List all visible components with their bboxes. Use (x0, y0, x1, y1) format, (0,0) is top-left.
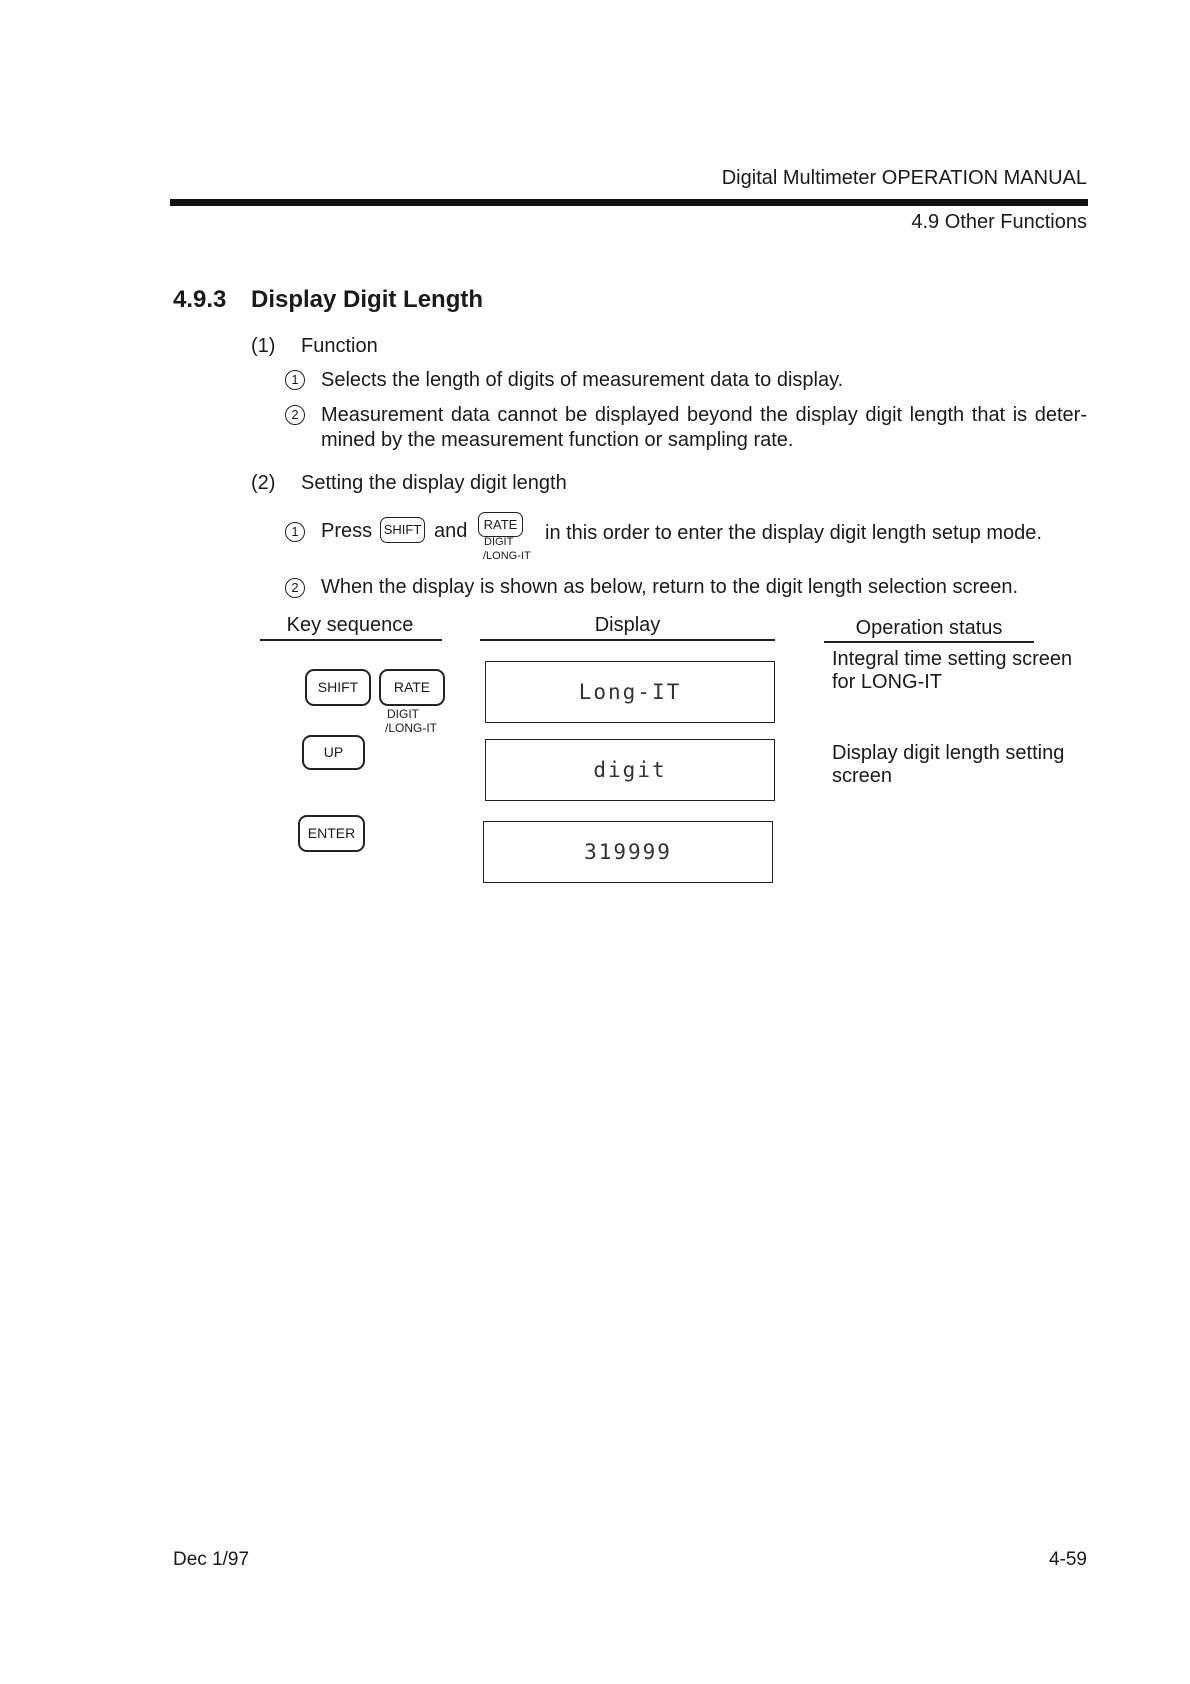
manual-title: Digital Multimeter OPERATION MANUAL (721, 167, 1087, 189)
status-digit: Display digit length setting screen (832, 742, 1065, 787)
digit-sublabel: DIGIT (387, 707, 419, 721)
step2-instruction: When the display is shown as below, return to the digit length selection screen. (321, 576, 1019, 598)
function-item-2: Measurement data cannot be displayed beyond the display digit length that is deter-mined by the measurement function or sampling rate. (321, 404, 1087, 451)
step-marker-1: 1 (285, 522, 305, 542)
function-item-1: Selects the length of digits of measurement data to display. (321, 369, 844, 391)
step1-and-label: and (434, 520, 468, 542)
header-rule (170, 199, 1088, 206)
operation-status-header: Operation status (855, 617, 1003, 639)
operation-status-rule (824, 641, 1034, 643)
status-long-it: Integral time setting screen for LONG-IT (832, 648, 1073, 693)
rate-key-inline: RATE (478, 512, 523, 537)
lcd-display-long-it (485, 661, 775, 723)
item-marker-2: 2 (285, 405, 305, 425)
up-key: UP (302, 735, 365, 770)
setting-number: (2) (251, 472, 276, 494)
shift-key-inline: SHIFT (380, 517, 425, 543)
shift-key: SHIFT (305, 669, 371, 706)
display-header: Display (594, 614, 661, 636)
longit-sublabel: /LONG-IT (385, 721, 438, 735)
footer-date: Dec 1/97 (173, 1549, 250, 1570)
enter-key: ENTER (298, 815, 365, 852)
footer-page-number: 4-59 (1048, 1549, 1087, 1570)
step-marker-2: 2 (285, 578, 305, 598)
display-rule (480, 639, 775, 641)
lcd-text: 319999 (584, 840, 672, 864)
item-marker-1: 1 (285, 370, 305, 390)
key-sequence-header: Key sequence (286, 614, 414, 636)
function-heading: Function (301, 335, 378, 357)
step1-press-label: Press (321, 520, 373, 542)
key-sequence-rule (260, 639, 442, 641)
rate-key: RATE (379, 669, 445, 706)
chapter-subtitle: 4.9 Other Functions (911, 211, 1087, 233)
longit-sublabel-inline: /LONG-IT (483, 550, 531, 562)
section-title: Display Digit Length (251, 286, 484, 313)
lcd-text: Long-IT (578, 680, 682, 704)
function-number: (1) (251, 335, 276, 357)
lcd-text: digit (593, 758, 667, 782)
lcd-display-digit (485, 739, 775, 801)
digit-sublabel-inline: DIGIT (484, 536, 514, 548)
section-number: 4.9.3 (173, 286, 227, 313)
lcd-display-value (483, 821, 773, 883)
step1-instruction: in this order to enter the display digit length setup mode. (545, 522, 1042, 544)
setting-heading: Setting the display digit length (301, 472, 567, 494)
